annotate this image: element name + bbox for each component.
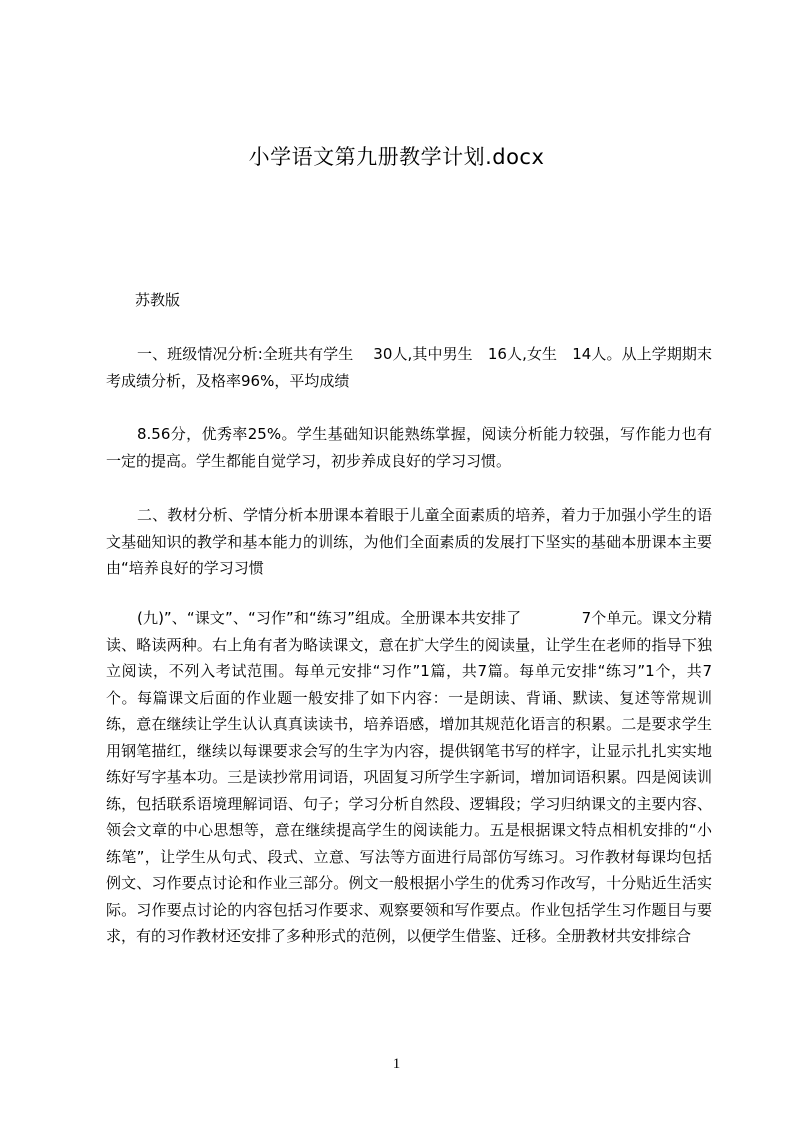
- page-number: 1: [392, 1056, 401, 1072]
- paragraph-textbook-structure: (九)”、“课文”、“习作”和“练习”组成。全册课本共安排了 7个单元。课文分精读、略读两种。右上角有者为略读课文，意在扩大学生的阅读量，让学生在老师的指导下独立阅读，不列入考试范围。每单元安排“习作”1篇，共7篇。每单元安排“练习”1个，共7个。每篇课文后面的作业题一般安排了如下内容：一是朗读、背诵、默读、复述等常规训练，意在继续让学生认认真真读读书，培养语感，增加其规范化语言的积累。二是要求学生用钢笔描红，继续以每课要求会写的生字为内容，提供钢笔书写的样字，让显示扎扎实实地练好写字基本功。三是读抄常用词语，巩固复习所学生字新词，增加词语积累。四是阅读训练，包括联系语境理解词语、句子；学习分析自然段、逻辑段；学习归纳课文的主要内容、领会文章的中心思想等，意在继续提高学生的阅读能力。五是根据课文特点相机安排的“小练笔”，让学生从句式、段式、立意、写法等方面进行局部仿写练习。习作教材每课均包括例文、习作要点讨论和作业三部分。例文一般根据小学生的优秀习作改写，十分贴近生活实际。习作要点讨论的内容包括习作要求、观察要领和写作要点。作业包括学生习作题目与要求，有的习作教材还安排了多种形式的范例，以便学生借鉴、迁移。全册教材共安排综合: [106, 609, 712, 945]
- paragraph-class-analysis: 一、班级情况分析:全班共有学生 30人,其中男生 16人,女生 14人。从上学期期末考成绩分析，及格率96%，平均成绩: [106, 345, 712, 390]
- paragraph-textbook-analysis: 二、教材分析、学情分析本册课本着眼于儿童全面素质的培养，着力于加强小学生的语文基础知识的教学和基本能力的训练，为他们全面素质的发展打下坚实的基础本册课本主要由“培养良好的学习习惯: [106, 506, 712, 577]
- paragraph-score-summary: 8.56分，优秀率25%。学生基础知识能熟练掌握，阅读分析能力较强，写作能力也有一定的提高。学生都能自觉学习，初步养成良好的学习习惯。: [106, 425, 712, 470]
- document-title: 小学语文第九册教学计划.docx: [248, 145, 545, 169]
- edition-label: 苏教版: [135, 291, 181, 309]
